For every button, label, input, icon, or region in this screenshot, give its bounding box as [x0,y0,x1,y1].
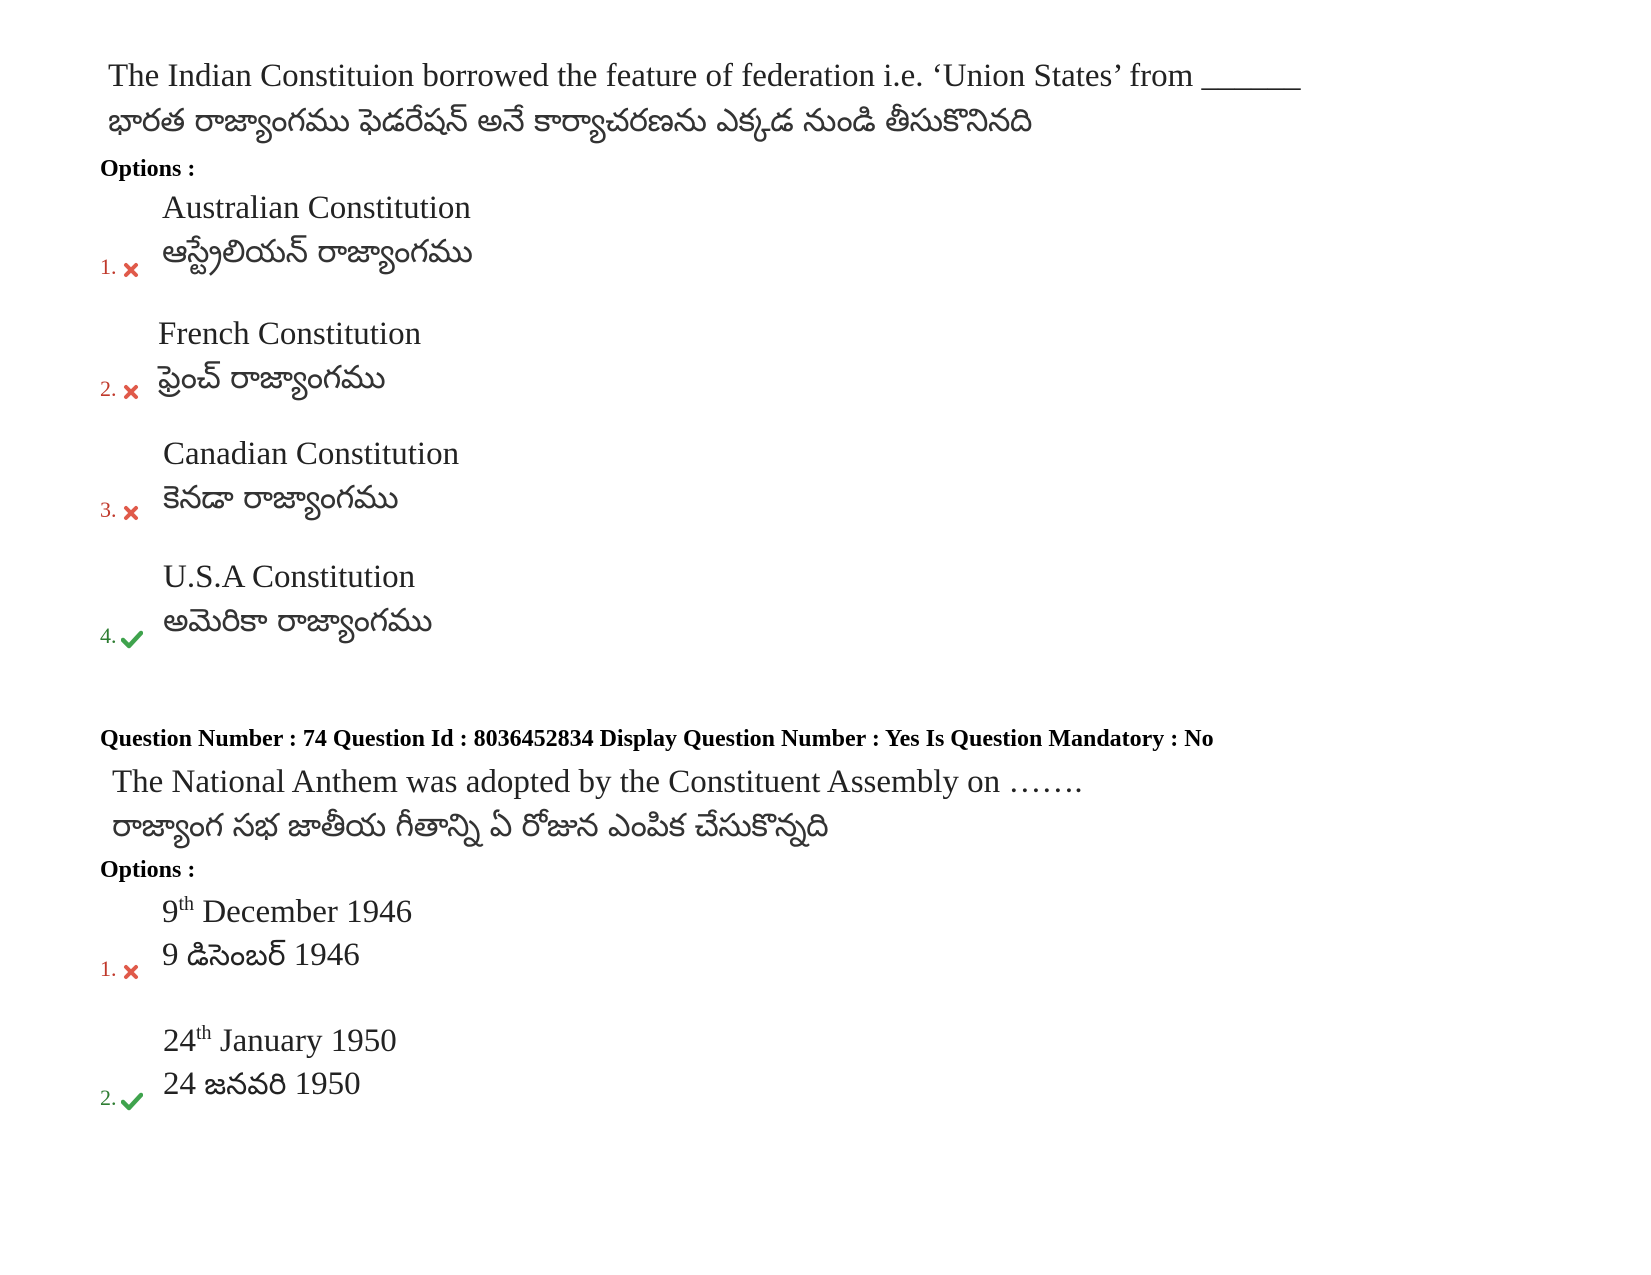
q2-option-2-number: 2. [100,1085,117,1110]
q1-option-2-number: 2. [100,376,117,401]
q2-option-1-te [162,937,360,980]
q2-option-2-te-day: 24 [163,1066,205,1102]
cross-icon [121,962,141,982]
q2-option-2-day: 24 [163,1023,196,1059]
check-icon [121,629,141,649]
q1-option-2-en: French Constitution [158,316,422,352]
q2-option-2-te-year: 1950 [286,1066,361,1102]
q1-option-1-en: Australian Constitution [162,190,471,226]
q2-option-2-te-word: జనవరి [204,1067,287,1102]
q1-option-3-en: Canadian Constitution [163,436,460,472]
q1-option-3-marker [100,497,141,523]
q1-option-1-te: ఆస్ట్రేలియన్ రాజ్యాంగము [162,232,473,270]
question-1-options-label: Options : [100,156,196,182]
q2-option-2-ordinal: th [196,1022,212,1044]
q1-option-2-marker [100,376,141,402]
q1-option-4-te: అమెరికా రాజ్యాంగము [163,601,433,639]
q2-option-2-marker [100,1085,141,1111]
q2-option-1-te-year: 1946 [285,937,360,973]
question-2-text-en: The National Anthem was adopted by the Constituent Assembly on ……. [112,764,1083,800]
cross-icon [121,382,141,402]
q2-option-2-te [163,1066,361,1109]
q2-option-1-en [162,894,412,931]
question-2-meta: Question Number : 74 Question Id : 8036452834 Display Question Number : Yes Is Question Mandatory : No [100,726,1214,752]
q2-option-1-te-word: డిసెంబర్ [186,938,286,973]
q2-option-1-number: 1. [100,956,117,981]
q2-option-1-te-day: 9 [162,937,187,973]
q2-option-1-ordinal: th [178,893,195,915]
q2-option-1-marker [100,956,141,982]
question-2-options-label: Options : [100,857,196,883]
q1-option-4-en: U.S.A Constitution [163,559,416,595]
q1-option-4-number: 4. [100,623,117,648]
q1-option-1-marker [100,254,141,280]
q1-option-1-number: 1. [100,254,117,279]
question-1-text-te: భారత రాజ్యాంగము ఫెడరేషన్ అనే కార్యాచరణను ఎక్కడ నుండి తీసుకొనినది [108,101,1033,139]
q2-option-2-en [163,1023,397,1060]
q2-option-1-day: 9 [162,894,179,930]
q2-option-2-rest: January 1950 [211,1023,397,1059]
q1-option-2-te: ఫ్రెంచ్ రాజ్యాంగము [158,358,386,396]
q1-option-3-te: కెనడా రాజ్యాంగము [163,478,399,516]
question-1-text-en: The Indian Constituion borrowed the feature of federation i.e. ‘Union States’ from ______ [108,58,1301,94]
check-icon [121,1091,141,1111]
q1-option-4-marker [100,623,141,649]
question-2-text-te: రాజ్యాంగ సభ జాతీయ గీతాన్ని ఏ రోజున ఎంపిక చేసుకొన్నది [112,806,829,844]
q1-option-3-number: 3. [100,497,117,522]
cross-icon [121,503,141,523]
cross-icon [121,260,141,280]
q2-option-1-rest: December 1946 [194,894,413,930]
